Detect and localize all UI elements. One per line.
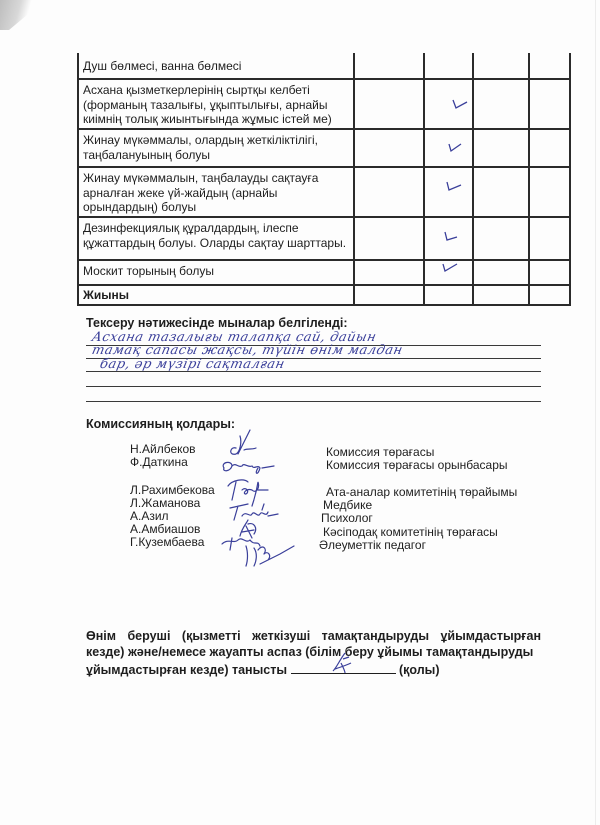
member-role: Ата-аналар комитетінің төрайымы (326, 485, 518, 499)
member-name: Ф.Даткина (130, 455, 188, 469)
signature-image (331, 651, 355, 675)
findings-line (86, 401, 541, 402)
member-name: Г.Кузембаева (130, 535, 205, 549)
table-row-label: Дезинфекциялық құралдардың, ілеспе құжаттардың болуы. Оларды сақтау шарттары. (83, 221, 347, 250)
member-role: Кәсіподақ комитетінің төрағасы (323, 525, 498, 539)
table-row-label: Жинау мүкәммалын, таңбалауды сақтауға арналған жеке үй-жайдың (арнайы орындардың) болуы (83, 171, 319, 214)
inspection-table (77, 53, 571, 306)
table-border-right (569, 53, 571, 306)
table-row-label: Жинау мүкәммалы, олардың жеткіліктілігі, таңбалануының болуы (83, 133, 318, 162)
scan-shadow (0, 0, 45, 30)
handwritten-finding: Асхана тазалығы талапқа сай, дайын (90, 330, 378, 345)
table-row-label: Жиыны (83, 288, 129, 302)
acknowledgement-prefix: ұйымдастырған кезде) танысты (86, 663, 288, 677)
signature-image (218, 428, 308, 568)
signature-blank (291, 661, 396, 674)
table-row-divider (77, 78, 571, 80)
checkmark-icon (441, 262, 459, 274)
scan-edge (595, 0, 596, 825)
table-row-divider (77, 284, 571, 286)
member-role: Психолог (321, 511, 373, 525)
acknowledgement-suffix: (қолы) (398, 663, 440, 677)
member-name: Л.Жаманова (130, 496, 201, 510)
handwritten-finding: тамақ сапасы жақсы, түйін өнім малдан (90, 343, 405, 358)
member-role: Комиссия төрағасы орынбасары (326, 458, 508, 472)
handwritten-finding: бар, әр мүзірі сақталған (98, 357, 287, 372)
acknowledgement-signature-line (86, 661, 440, 679)
table-column-divider (472, 53, 474, 306)
acknowledgement-text: Өнім беруші (қызметті жеткізуші тамақтандыруды ұйымдастырған кезде) және/немесе жауапты аспаз (білім беру ұйымы тамақтандыруды (86, 629, 541, 659)
member-name: А.Амбиашов (130, 522, 201, 536)
member-name: А.Азил (130, 509, 169, 523)
table-border-left (77, 53, 79, 306)
table-border-bottom (77, 304, 571, 306)
member-role: Медбике (323, 498, 373, 512)
findings-line (86, 386, 541, 387)
table-column-divider (353, 53, 355, 306)
member-name: Л.Рахимбекова (130, 483, 215, 497)
table-row-label: Москит торының болуы (83, 264, 215, 278)
table-column-divider (528, 53, 530, 306)
table-row-label: Асхана қызметкерлерінің сыртқы келбеті (форманың тазалығы, ұқыптылығы, арнайы киімнің толық жиынтығында жұмыс істей ме) (83, 83, 332, 126)
checkmark-icon (445, 180, 463, 192)
table-row-label: Душ бөлмесі, ванна бөлмесі (83, 59, 242, 73)
findings-title: Тексеру нәтижесінде мыналар белгіленді: (86, 316, 348, 330)
member-name: Н.Айлбеков (130, 442, 196, 456)
commission-title: Комиссияның қолдары: (86, 417, 236, 431)
table-row-divider (77, 216, 571, 218)
table-column-divider (423, 53, 425, 306)
checkmark-icon (447, 141, 465, 153)
member-role: Комиссия төрағасы (326, 445, 435, 459)
checkmark-icon (451, 98, 469, 110)
table-row-divider (77, 259, 571, 261)
member-role: Әлеуметтік педагог (319, 538, 426, 552)
table-row-divider (77, 128, 571, 130)
checkmark-icon (443, 230, 461, 242)
table-row-divider (77, 166, 571, 168)
